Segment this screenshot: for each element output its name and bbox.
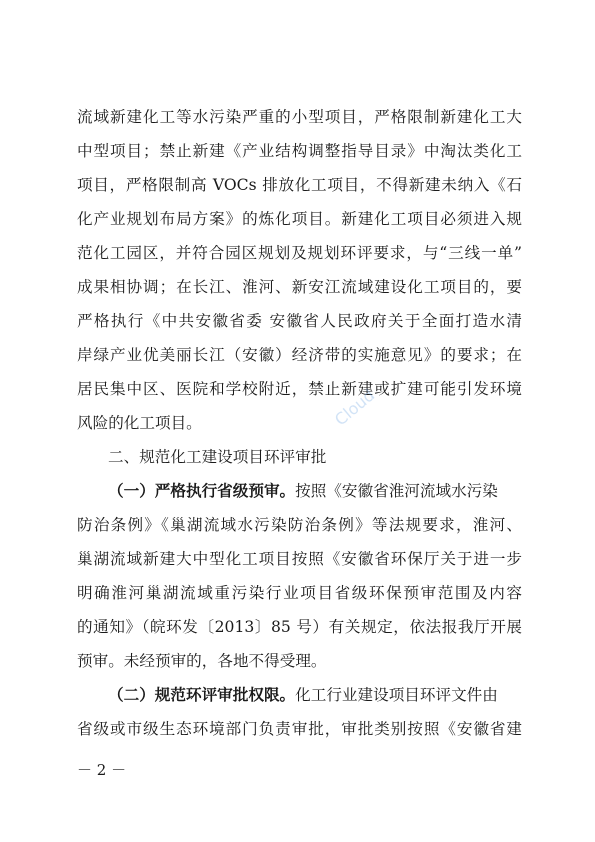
paragraph-line: 的通知》（皖环发〔2013〕85 号）有关规定，依法报我厅开展 xyxy=(77,618,522,636)
paragraph-line: 流域新建化工等水污染严重的小型项目，严格限制新建化工大 xyxy=(77,108,522,126)
subsection-title: （一）严格执行省级预审。 xyxy=(108,482,296,500)
watermark-logo xyxy=(322,368,384,430)
paragraph-line: 岸绿产业优美丽长江（安徽）经济带的实施意见》的要求；在 xyxy=(77,346,522,364)
paragraph-line: 范化工园区，并符合园区规划及规划环评要求，与“三线一单” xyxy=(77,244,522,262)
paragraph-line: 风险的化工项目。 xyxy=(77,414,202,432)
paragraph-line: 化产业规划布局方案》的炼化项目。新建化工项目必须进入规 xyxy=(77,210,522,228)
paragraph-line: 防治条例》《巢湖流域水污染防治条例》等法规要求，淮河、 xyxy=(77,516,522,534)
paragraph-line: 成果相协调；在长江、淮河、新安江流域建设化工项目的，要 xyxy=(77,278,522,296)
subsection-title: （二）规范环评审批权限。 xyxy=(108,686,296,704)
section-heading: 二、规范化工建设项目环评审批 xyxy=(108,448,327,466)
subsection-text: 按照《安徽省淮河流域水污染 xyxy=(295,482,498,500)
paragraph-line: 省级或市级生态环境部门负责审批，审批类别按照《安徽省建 xyxy=(77,720,522,738)
paragraph-line: 明确淮河巢湖流域重污染行业项目省级环保预审范围及内容 xyxy=(77,584,522,602)
paragraph-line: 巢湖流域新建大中型化工项目按照《安徽省环保厅关于进一步 xyxy=(77,550,522,568)
subsection-first-line xyxy=(108,481,522,501)
paragraph-line: 居民集中区、医院和学校附近，禁止新建或扩建可能引发环境 xyxy=(77,380,522,398)
paragraph-line: 预审。未经预审的，各地不得受理。 xyxy=(77,652,327,670)
subsection-text: 化工行业建设项目环评文件由 xyxy=(295,686,498,704)
subsection-first-line xyxy=(108,685,522,705)
paragraph-line: 严格执行《中共安徽省委 安徽省人民政府关于全面打造水清 xyxy=(77,312,522,330)
paragraph-line: 项目，严格限制高 VOCs 排放化工项目，不得新建未纳入《石 xyxy=(77,176,522,194)
watermark-text: Cloud xyxy=(331,385,379,430)
paragraph-line: 中型项目；禁止新建《产业结构调整指导目录》中淘汰类化工 xyxy=(77,142,522,160)
page-number: － 2 － xyxy=(77,761,127,779)
